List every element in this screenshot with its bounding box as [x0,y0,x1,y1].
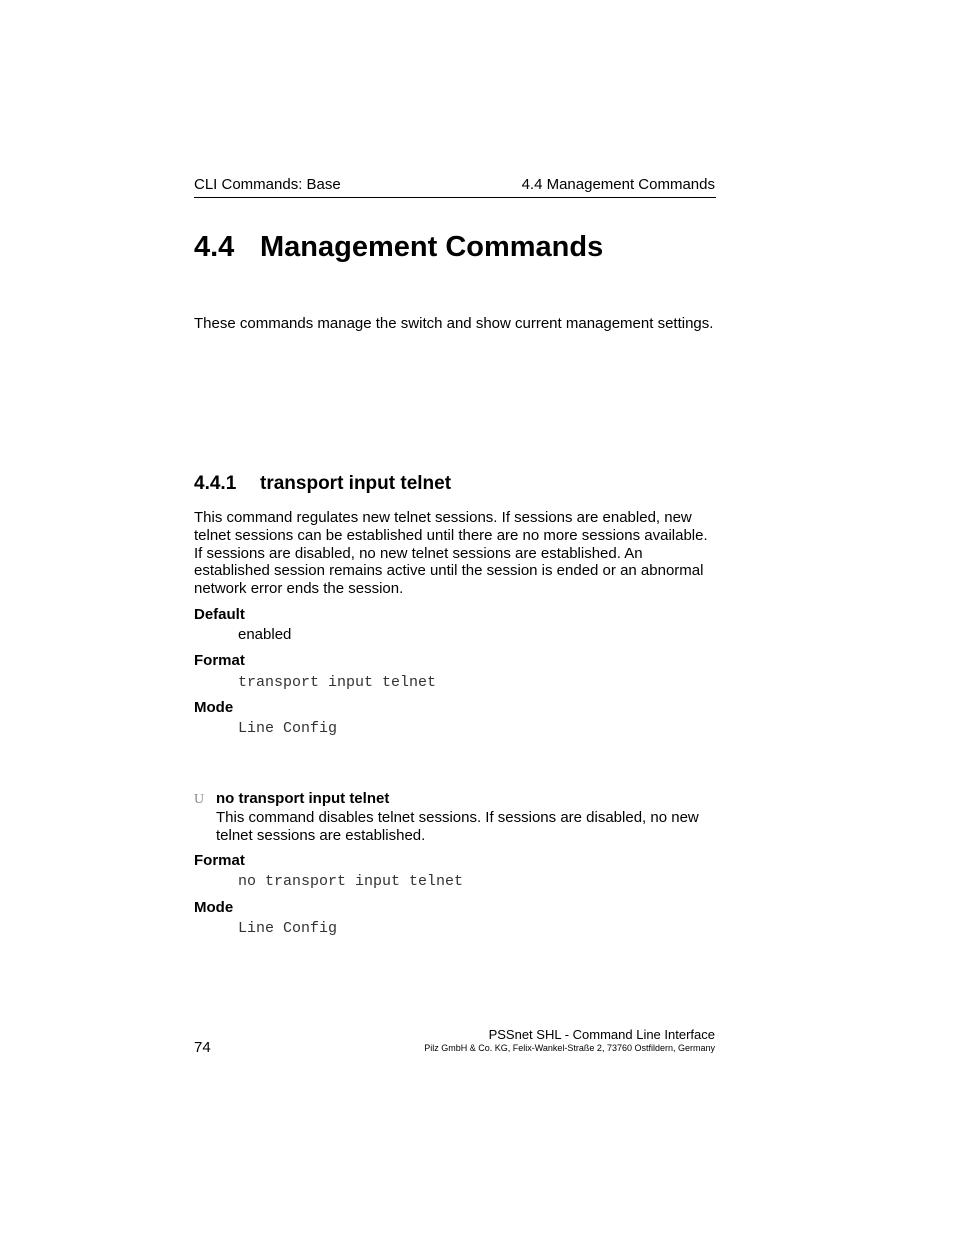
header-rule [194,197,716,198]
subsection-heading [194,473,451,495]
format-value: transport input telnet [238,674,437,691]
running-header-left: CLI Commands: Base [194,176,341,193]
subsection-number: 4.4.1 [194,473,237,494]
no-command-title: no transport input telnet [216,790,390,807]
mode-label: Mode [194,699,234,716]
mode-value: Line Config [238,720,338,737]
default-label: Default [194,606,245,623]
no-mode-label: Mode [194,899,234,916]
no-mode-value: Line Config [238,920,338,937]
subsection-description: This command regulates new telnet sessions. If sessions are enabled, new telnet sessions can be established until there are no more sessions available. If sessions are disabled, no new telnet sessions are established. An established session remains active until the session is ended or an abnormal network error ends the session. [194,509,708,598]
running-header-right: 4.4 Management Commands [521,176,715,193]
page-number: 74 [194,1039,211,1056]
no-command-description: This command disables telnet sessions. If sessions are disabled, no new telnet sessions are established. [216,809,699,844]
no-command-bullet: U [194,792,205,807]
footer-product: PSSnet SHL - Command Line Interface [488,1027,715,1042]
section-heading [194,229,603,265]
no-format-label: Format [194,852,245,869]
section-intro: These commands manage the switch and show current management settings. [194,315,714,332]
footer-address: Pilz GmbH & Co. KG, Felix-Wankel-Straße 2, 73760 Ostfildern, Germany [424,1043,715,1053]
format-label: Format [194,652,245,669]
section-number: 4.4 [194,231,235,263]
section-title: Management Commands [260,231,604,263]
default-value: enabled [238,626,292,643]
no-format-value: no transport input telnet [238,873,464,890]
subsection-title: transport input telnet [260,473,452,494]
